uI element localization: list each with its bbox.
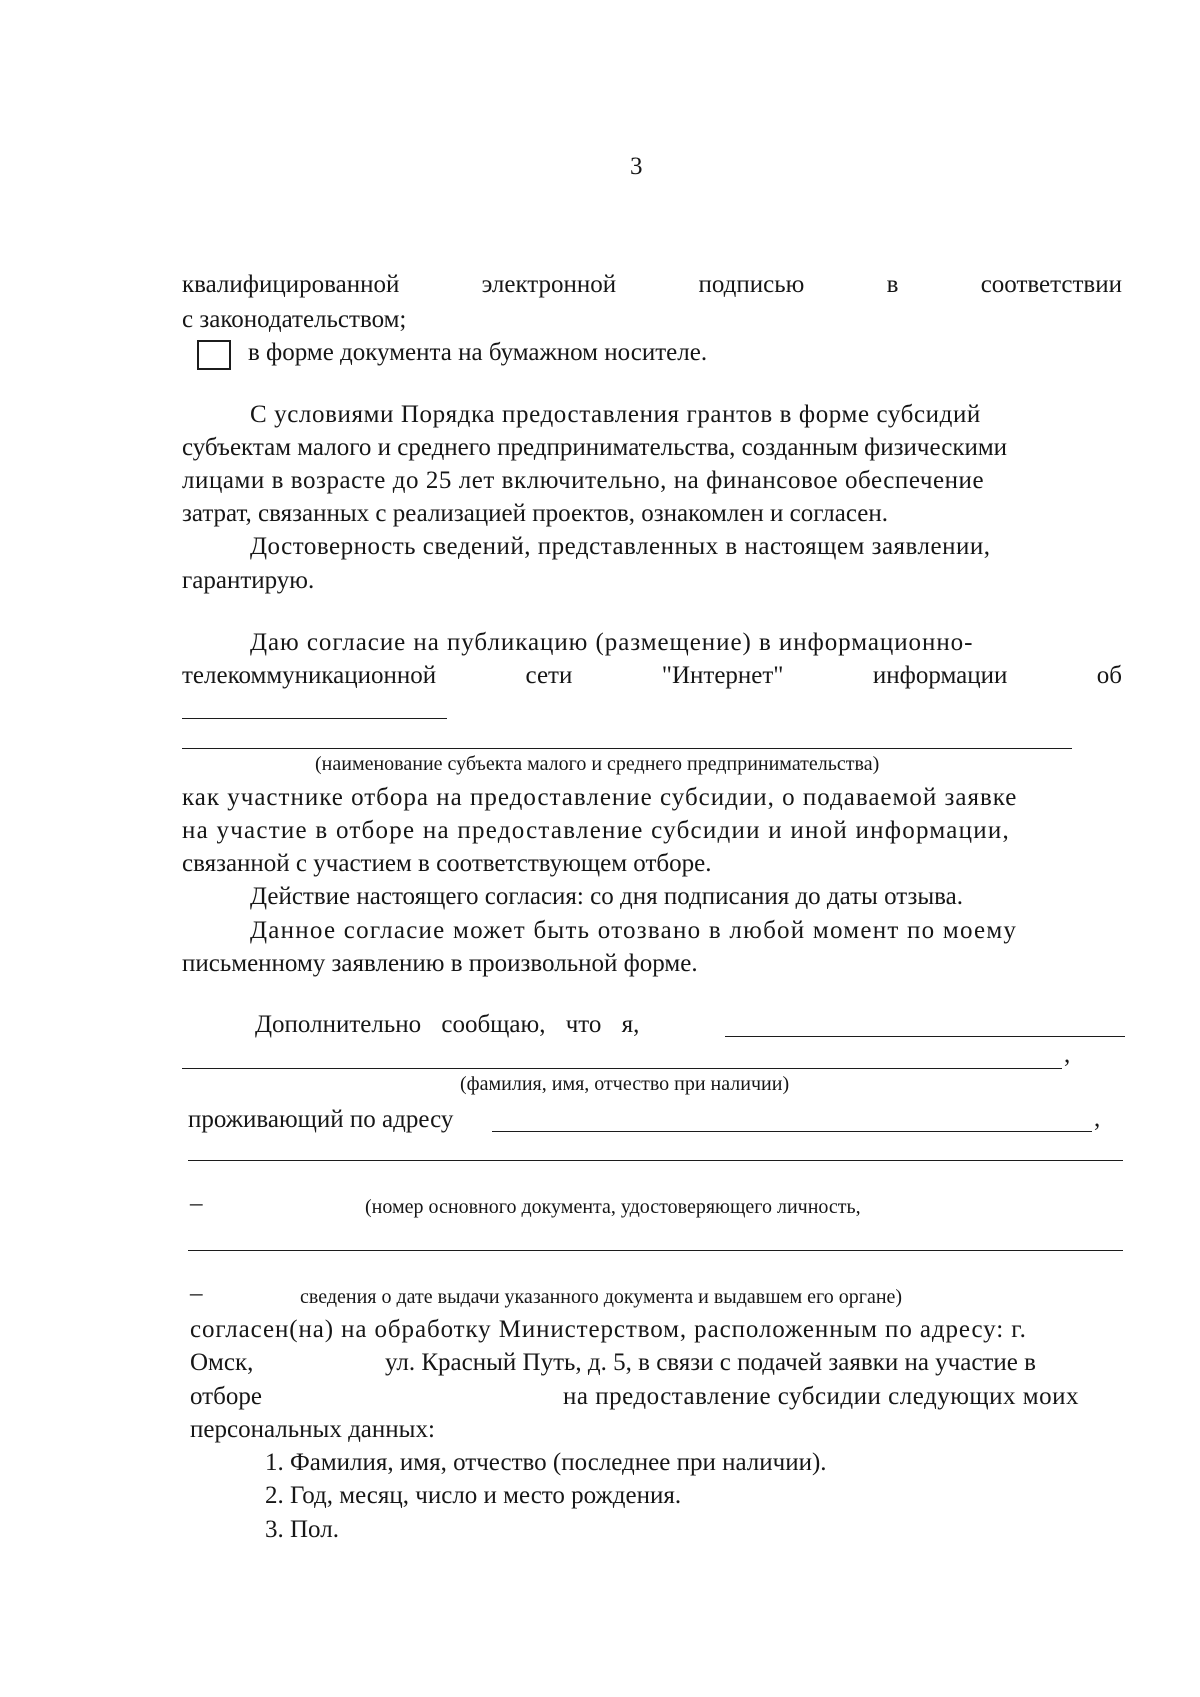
text-line: персональных данных:	[190, 1416, 435, 1443]
text-line: отборе	[190, 1383, 262, 1410]
field-caption: сведения о дате выдачи указанного документа и выдавшем его органе)	[300, 1286, 903, 1308]
text-line: Достоверность сведений, представленных в настоящем заявлении,	[250, 533, 991, 560]
paper-form-checkbox[interactable]	[197, 340, 231, 370]
text-line: С условиями Порядка предоставления грантов в форме субсидий	[250, 401, 981, 428]
word: об	[1096, 662, 1122, 689]
text-line: Действие настоящего согласия: со дня подписания до даты отзыва.	[250, 883, 963, 910]
word: электронной	[481, 271, 617, 298]
word: сети	[525, 662, 573, 689]
field-caption: (наименование субъекта малого и среднего предпринимательства)	[315, 753, 880, 775]
word: квалифицированной	[182, 271, 400, 298]
text-line: письменному заявлению в произвольной форме.	[182, 950, 698, 977]
text-line: гарантирую.	[182, 567, 315, 594]
text-line: лицами в возрасте до 25 лет включительно, на финансовое обеспечение	[182, 467, 985, 494]
checkbox-label: в форме документа на бумажном носителе.	[248, 339, 708, 366]
address-label: проживающий по адресу	[188, 1106, 454, 1133]
text-line: ул. Красный Путь, д. 5, в связи с подачей заявки на участие в	[385, 1349, 1036, 1376]
entity-name-field[interactable]	[182, 748, 1072, 749]
punctuation: ,	[1064, 1041, 1071, 1068]
id-document-field[interactable]	[188, 1250, 1123, 1251]
text-line: согласен(на) на обработку Министерством, расположенным по адресу: г.	[190, 1316, 1027, 1343]
blank-line	[182, 718, 447, 719]
word: информации	[872, 662, 1008, 689]
word: "Интернет"	[661, 662, 784, 689]
text-line: Омск,	[190, 1349, 254, 1376]
fio-field-continued[interactable]	[182, 1068, 1062, 1069]
dash-mark: _	[190, 1271, 203, 1298]
field-caption: (фамилия, имя, отчество при наличии)	[460, 1073, 790, 1095]
page-number: 3	[630, 153, 643, 180]
word: подписью	[698, 271, 805, 298]
text-line: как участнике отбора на предоставление субсидии, о подаваемой заявке	[182, 784, 1018, 811]
list-item: 1. Фамилия, имя, отчество (последнее при наличии).	[265, 1449, 827, 1476]
list-item: 3. Пол.	[265, 1516, 339, 1543]
text-line: с законодательством;	[182, 306, 407, 333]
address-field-continued[interactable]	[188, 1160, 1123, 1161]
text-line: Даю согласие на публикацию (размещение) в информационно-	[250, 629, 974, 656]
text-line: на участие в отборе на предоставление субсидии и иной информации,	[182, 817, 1010, 844]
text-line: связанной с участием в соответствующем отборе.	[182, 850, 712, 877]
field-caption: (номер основного документа, удостоверяющего личность,	[365, 1196, 861, 1218]
dash-mark: _	[190, 1181, 203, 1208]
fio-field[interactable]	[725, 1036, 1125, 1037]
text-line: затрат, связанных с реализацией проектов, ознакомлен и согласен.	[182, 500, 888, 527]
text-line: Данное согласие может быть отозвано в любой момент по моему	[250, 917, 1018, 944]
address-field[interactable]	[492, 1131, 1092, 1132]
list-item: 2. Год, месяц, число и место рождения.	[265, 1482, 682, 1509]
text-line-qualified-signature	[182, 270, 1122, 300]
text-line: субъектам малого и среднего предпринимательства, созданным физическими	[182, 434, 1008, 461]
word: в	[886, 271, 899, 298]
word: телекоммуникационной	[182, 662, 437, 689]
text-line: Дополнительно сообщаю, что я,	[255, 1011, 640, 1038]
word: соответствии	[980, 271, 1122, 298]
text-line: на предоставление субсидии следующих моих	[563, 1383, 1079, 1410]
punctuation: ,	[1094, 1105, 1101, 1132]
text-line-internet	[182, 661, 1122, 691]
